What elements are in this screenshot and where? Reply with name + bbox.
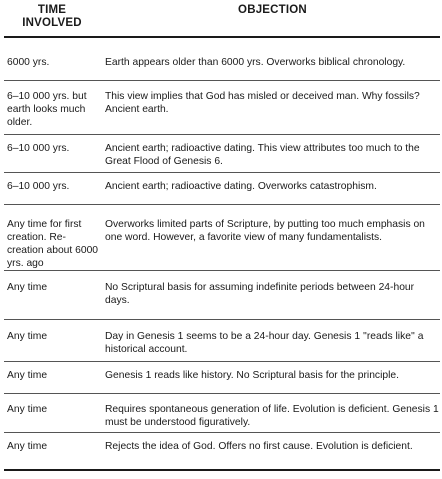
header-rule [4,36,440,38]
row-time: Any time [7,441,48,452]
row-time: 6–10 000 yrs. [7,181,70,192]
row-objection: Requires spontaneous generation of life. Evolution is deficient. Genesis 1 must be understood figuratively. [105,404,439,428]
bottom-rule [4,469,440,471]
row-objection: Ancient earth; radioactive dating. Overworks catastrophism. [105,181,377,192]
row-divider [4,393,440,394]
row-divider [4,270,440,271]
row-divider [4,80,440,81]
row-objection: This view implies that God has misled or deceived man. Why fossils? Ancient earth. [105,91,420,115]
row-divider [4,432,440,433]
row-objection: Overworks limited parts of Scripture, by putting too much emphasis on one word. However, a favorite view of many fundamentalists. [105,219,425,243]
row-objection: Genesis 1 reads like history. No Scriptural basis for the principle. [105,370,399,381]
row-divider [4,134,440,135]
header-time-line2: INVOLVED [22,17,82,29]
row-time: Any time [7,370,48,381]
row-time: Any time [7,282,48,293]
row-objection: Earth appears older than 6000 yrs. Overworks biblical chronology. [105,57,406,68]
row-objection: No Scriptural basis for assuming indefinite periods between 24-hour days. [105,282,415,306]
header-time-line1: TIME [37,4,67,16]
row-time: Any time [7,404,48,415]
row-divider [4,319,440,320]
row-time: Any time [7,331,48,342]
row-objection: Ancient earth; radioactive dating. This view attributes too much to the Great Flood of Genesis 6. [105,143,420,167]
row-objection: Rejects the idea of God. Offers no first cause. Evolution is deficient. [105,441,413,452]
row-divider [4,204,440,205]
row-objection: Day in Genesis 1 seems to be a 24-hour day. Genesis 1 ''reads like'' a historical account. [105,331,424,355]
row-time: 6000 yrs. [7,57,50,68]
row-time: 6–10 000 yrs. but earth looks much older. [7,91,87,128]
header-time-involved [12,4,92,30]
row-time: Any time for first creation. Re-creation about 6000 yrs. ago [7,219,99,269]
row-divider [4,172,440,173]
row-divider [4,361,440,362]
header-objection: OBJECTION [238,4,307,16]
objections-table [4,0,440,479]
row-time: 6–10 000 yrs. [7,143,70,154]
